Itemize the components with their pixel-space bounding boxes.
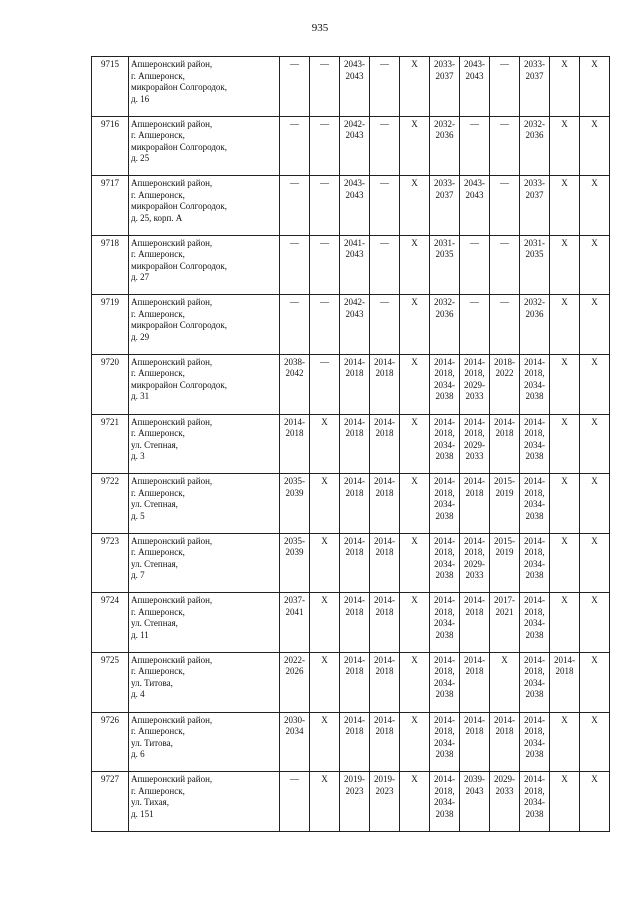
record-number: 9720 [92, 354, 129, 414]
period-cell: 2043- 2043 [460, 176, 490, 236]
period-cell: 2014- 2018, 2034- 2038 [430, 593, 460, 653]
table-row [92, 295, 610, 355]
address-cell [129, 652, 280, 712]
period-cell: 2032- 2036 [520, 295, 550, 355]
period-cell: 2014- 2018 [490, 712, 520, 772]
address-line: ул. Степная, [131, 439, 178, 450]
period-cell: Х [400, 712, 430, 772]
table-row [92, 533, 610, 593]
address-line: Апшеронский район, [131, 476, 213, 487]
address-line: Апшеронский район, [131, 178, 213, 189]
address-line: г. Апшеронск, [131, 606, 185, 617]
period-cell: Х [400, 652, 430, 712]
period-cell: Х [580, 533, 610, 593]
period-cell: Х [490, 652, 520, 712]
address-line: г. Апшеронск, [131, 308, 185, 319]
address-cell [129, 474, 280, 534]
address-line: г. Апшеронск, [131, 368, 185, 379]
period-cell: Х [550, 116, 580, 176]
period-cell: 2014- 2018 [340, 712, 370, 772]
period-cell: 2014- 2018, 2034- 2038 [430, 354, 460, 414]
period-cell: 2019- 2023 [370, 772, 400, 832]
period-cell: 2014- 2018, 2034- 2038 [430, 533, 460, 593]
address-line: ул. Степная, [131, 558, 178, 569]
period-cell: — [310, 295, 340, 355]
period-cell: Х [580, 474, 610, 534]
period-cell: 2042- 2043 [340, 295, 370, 355]
period-cell: Х [550, 176, 580, 236]
address-line: д. 5 [131, 510, 145, 521]
period-cell: Х [550, 712, 580, 772]
period-cell: 2017- 2021 [490, 593, 520, 653]
record-number: 9727 [92, 772, 129, 832]
period-cell: 2039- 2043 [460, 772, 490, 832]
page-number: 935 [311, 22, 329, 34]
address-line: Апшеронский район, [131, 118, 213, 129]
address-line: д. 25, корп. А [131, 212, 183, 223]
housing-registry-table [91, 56, 610, 832]
period-cell: 2014- 2018, 2034- 2038 [520, 652, 550, 712]
address-line: микрорайон Солгородок, [131, 260, 228, 271]
period-cell: — [280, 176, 310, 236]
period-cell: 2033- 2037 [430, 57, 460, 117]
period-cell: 2022- 2026 [280, 652, 310, 712]
period-cell: 2032- 2036 [520, 116, 550, 176]
period-cell: Х [310, 414, 340, 474]
period-cell: 2014- 2018, 2029- 2033 [460, 533, 490, 593]
record-number: 9718 [92, 235, 129, 295]
address-line: д. 6 [131, 749, 145, 760]
period-cell: 2014- 2018 [370, 414, 400, 474]
period-cell: 2035- 2039 [280, 474, 310, 534]
address-cell [129, 354, 280, 414]
address-line: д. 151 [131, 808, 154, 819]
period-cell: 2014- 2018, 2034- 2038 [520, 474, 550, 534]
period-cell: 2038- 2042 [280, 354, 310, 414]
period-cell: Х [580, 712, 610, 772]
period-cell: 2032- 2036 [430, 295, 460, 355]
period-cell: Х [580, 354, 610, 414]
address-line: г. Апшеронск, [131, 189, 185, 200]
address-line: ул. Тихая, [131, 797, 169, 808]
period-cell: 2014- 2018 [340, 593, 370, 653]
period-cell: Х [580, 295, 610, 355]
address-line: ул. Титова, [131, 677, 173, 688]
record-number: 9715 [92, 57, 129, 117]
period-cell: Х [310, 652, 340, 712]
period-cell: 2043- 2043 [340, 57, 370, 117]
period-cell: Х [400, 354, 430, 414]
address-line: Апшеронский район, [131, 714, 213, 725]
period-cell: — [310, 235, 340, 295]
address-line: д. 27 [131, 272, 150, 283]
period-cell: 2030- 2034 [280, 712, 310, 772]
period-cell: 2014- 2018, 2034- 2038 [520, 772, 550, 832]
period-cell: Х [400, 295, 430, 355]
period-cell: — [280, 772, 310, 832]
address-line: Апшеронский район, [131, 595, 213, 606]
address-line: д. 31 [131, 391, 150, 402]
period-cell: — [490, 295, 520, 355]
period-cell: 2033- 2037 [520, 176, 550, 236]
period-cell: 2014- 2018, 2034- 2038 [520, 533, 550, 593]
address-line: микрорайон Солгородок, [131, 82, 228, 92]
record-number: 9726 [92, 712, 129, 772]
table-row [92, 116, 610, 176]
address-line: г. Апшеронск, [131, 249, 185, 260]
period-cell: 2014- 2018, 2029- 2033 [460, 414, 490, 474]
period-cell: — [460, 295, 490, 355]
address-line: д. 4 [131, 689, 145, 700]
period-cell: 2037- 2041 [280, 593, 310, 653]
record-number: 9723 [92, 533, 129, 593]
address-line: микрорайон Солгородок, [131, 201, 228, 212]
address-cell [129, 712, 280, 772]
address-line: Апшеронский район, [131, 416, 213, 427]
period-cell: 2014- 2018 [370, 712, 400, 772]
period-cell: 2018- 2022 [490, 354, 520, 414]
period-cell: Х [580, 235, 610, 295]
period-cell: — [280, 235, 310, 295]
period-cell: — [310, 57, 340, 117]
address-line: г. Апшеронск, [131, 666, 185, 677]
period-cell: 2014- 2018, 2034- 2038 [520, 354, 550, 414]
table-row [92, 474, 610, 534]
address-line: микрорайон Солгородок, [131, 141, 228, 152]
period-cell: — [370, 235, 400, 295]
period-cell: Х [310, 533, 340, 593]
address-line: Апшеронский район, [131, 654, 213, 665]
address-line: г. Апшеронск, [131, 70, 185, 81]
period-cell: 2015- 2019 [490, 533, 520, 593]
period-cell: 2043- 2043 [340, 176, 370, 236]
period-cell: 2042- 2043 [340, 116, 370, 176]
period-cell: — [280, 116, 310, 176]
period-cell: Х [400, 593, 430, 653]
period-cell: — [490, 116, 520, 176]
period-cell: Х [550, 57, 580, 117]
period-cell: Х [550, 474, 580, 534]
period-cell: 2014- 2018 [340, 474, 370, 534]
period-cell: 2014- 2018, 2034- 2038 [430, 712, 460, 772]
address-line: ул. Титова, [131, 737, 173, 748]
period-cell: 2014- 2018 [340, 354, 370, 414]
address-line: ул. Степная, [131, 499, 178, 510]
address-line: Апшеронский район, [131, 774, 213, 785]
period-cell: Х [580, 772, 610, 832]
period-cell: — [460, 235, 490, 295]
period-cell: 2041- 2043 [340, 235, 370, 295]
address-line: Апшеронский район, [131, 356, 213, 367]
period-cell: Х [550, 533, 580, 593]
period-cell: Х [580, 593, 610, 653]
period-cell: — [310, 116, 340, 176]
period-cell: Х [310, 772, 340, 832]
period-cell: — [370, 176, 400, 236]
record-number: 9721 [92, 414, 129, 474]
table-row [92, 235, 610, 295]
address-cell [129, 414, 280, 474]
table-row [92, 414, 610, 474]
period-cell: 2031- 2035 [430, 235, 460, 295]
record-number: 9719 [92, 295, 129, 355]
period-cell: Х [580, 57, 610, 117]
table-row [92, 57, 610, 117]
period-cell: Х [550, 354, 580, 414]
period-cell: 2033- 2037 [520, 57, 550, 117]
address-cell [129, 593, 280, 653]
period-cell: Х [400, 772, 430, 832]
period-cell: Х [400, 235, 430, 295]
period-cell: — [460, 116, 490, 176]
period-cell: — [280, 295, 310, 355]
period-cell: 2014- 2018 [370, 593, 400, 653]
address-cell [129, 235, 280, 295]
address-cell [129, 772, 280, 832]
period-cell: 2014- 2018, 2034- 2038 [520, 712, 550, 772]
address-line: г. Апшеронск, [131, 785, 185, 796]
period-cell: — [490, 57, 520, 117]
period-cell: Х [580, 116, 610, 176]
period-cell: 2014- 2018 [340, 652, 370, 712]
period-cell: 2035- 2039 [280, 533, 310, 593]
address-line: д. 3 [131, 451, 145, 462]
address-line: г. Апшеронск, [131, 130, 185, 141]
address-cell [129, 176, 280, 236]
period-cell: — [490, 176, 520, 236]
address-line: Апшеронский район, [131, 59, 213, 69]
address-line: д. 29 [131, 331, 150, 342]
table-body [92, 57, 610, 832]
period-cell: 2014- 2018 [340, 533, 370, 593]
period-cell: — [280, 57, 310, 117]
period-cell: 2033- 2037 [430, 176, 460, 236]
period-cell: 2014- 2018 [370, 652, 400, 712]
record-number: 9717 [92, 176, 129, 236]
period-cell: 2014- 2018 [370, 354, 400, 414]
period-cell: 2014- 2018 [490, 414, 520, 474]
address-line: Апшеронский район, [131, 535, 213, 546]
address-cell [129, 116, 280, 176]
record-number: 9724 [92, 593, 129, 653]
period-cell: Х [400, 414, 430, 474]
period-cell: Х [400, 116, 430, 176]
period-cell: Х [310, 593, 340, 653]
period-cell: 2014- 2018 [460, 652, 490, 712]
period-cell: 2014- 2018, 2034- 2038 [430, 652, 460, 712]
period-cell: 2015- 2019 [490, 474, 520, 534]
period-cell: 2014- 2018 [370, 474, 400, 534]
period-cell: 2014- 2018, 2034- 2038 [520, 414, 550, 474]
period-cell: 2032- 2036 [430, 116, 460, 176]
period-cell: Х [550, 295, 580, 355]
period-cell: 2014- 2018, 2034- 2038 [520, 593, 550, 653]
period-cell: 2029- 2033 [490, 772, 520, 832]
period-cell: 2014- 2018, 2034- 2038 [430, 414, 460, 474]
address-line: г. Апшеронск, [131, 547, 185, 558]
period-cell: Х [310, 712, 340, 772]
address-line: д. 7 [131, 570, 145, 581]
period-cell: Х [580, 414, 610, 474]
table-row [92, 772, 610, 832]
record-number: 9725 [92, 652, 129, 712]
period-cell: 2014- 2018 [340, 414, 370, 474]
table-row [92, 652, 610, 712]
period-cell: Х [550, 772, 580, 832]
period-cell: — [370, 295, 400, 355]
period-cell: 2014- 2018 [550, 652, 580, 712]
period-cell: 2014- 2018, 2034- 2038 [430, 474, 460, 534]
period-cell: 2031- 2035 [520, 235, 550, 295]
period-cell: Х [310, 474, 340, 534]
table-row [92, 712, 610, 772]
period-cell: 2014- 2018 [460, 474, 490, 534]
period-cell: — [370, 116, 400, 176]
address-line: микрорайон Солгородок, [131, 320, 228, 331]
address-cell [129, 57, 280, 117]
period-cell: — [370, 57, 400, 117]
period-cell: Х [580, 176, 610, 236]
period-cell: 2014- 2018 [280, 414, 310, 474]
record-number: 9716 [92, 116, 129, 176]
period-cell: 2019- 2023 [340, 772, 370, 832]
period-cell: Х [400, 474, 430, 534]
period-cell: 2014- 2018 [460, 593, 490, 653]
period-cell: — [310, 176, 340, 236]
address-line: д. 16 [131, 93, 150, 104]
address-line: г. Апшеронск, [131, 487, 185, 498]
address-line: г. Апшеронск, [131, 726, 185, 737]
period-cell: 2014- 2018, 2034- 2038 [430, 772, 460, 832]
address-cell [129, 533, 280, 593]
address-line: Апшеронский район, [131, 237, 213, 248]
table-row [92, 354, 610, 414]
address-line: ул. Степная, [131, 618, 178, 629]
period-cell: — [490, 235, 520, 295]
table-row [92, 176, 610, 236]
period-cell: Х [550, 414, 580, 474]
period-cell: Х [550, 235, 580, 295]
period-cell: 2043- 2043 [460, 57, 490, 117]
period-cell: 2014- 2018 [370, 533, 400, 593]
address-line: д. 11 [131, 629, 149, 640]
address-line: Апшеронский район, [131, 297, 213, 308]
period-cell: 2014- 2018, 2029- 2033 [460, 354, 490, 414]
table-row [92, 593, 610, 653]
period-cell: Х [550, 593, 580, 653]
period-cell: Х [400, 176, 430, 236]
address-line: микрорайон Солгородок, [131, 379, 228, 390]
address-cell [129, 295, 280, 355]
period-cell: 2014- 2018 [460, 712, 490, 772]
address-line: д. 25 [131, 153, 150, 164]
period-cell: Х [580, 652, 610, 712]
record-number: 9722 [92, 474, 129, 534]
address-line: г. Апшеронск, [131, 428, 185, 439]
period-cell: Х [400, 57, 430, 117]
period-cell: — [310, 354, 340, 414]
period-cell: Х [400, 533, 430, 593]
